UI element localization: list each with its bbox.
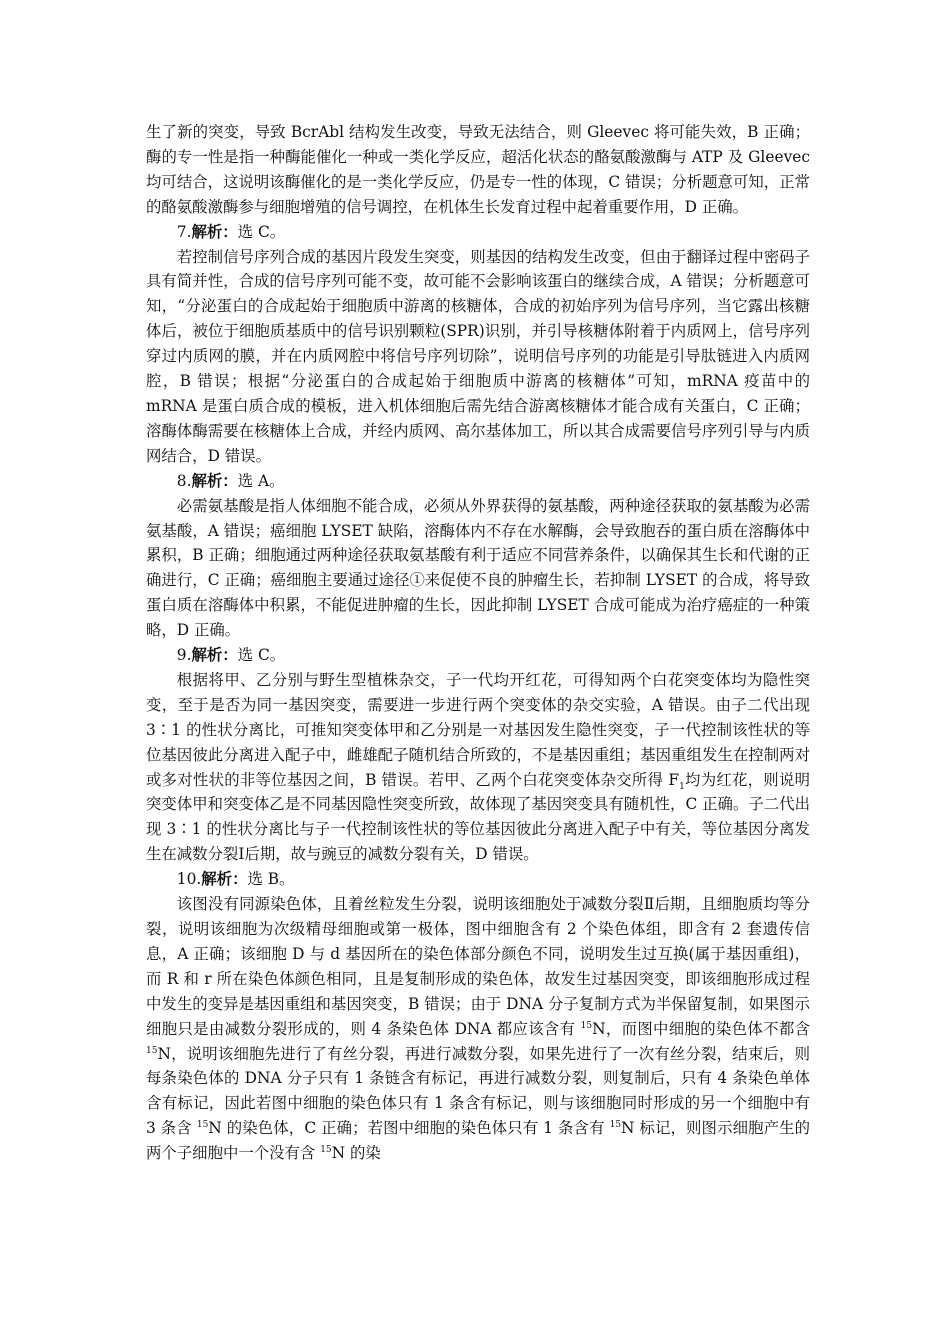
superscript-text: 15: [320, 1145, 332, 1156]
text-run: 必需氨基酸是指人体细胞不能合成，必须从外界获得的氨基酸，两种途径获取的氨基酸为必需氨基酸，A 错误；癌细胞 LYSET 缺陷，溶酶体内不存在水解酶，会导致胞吞的蛋白质在溶酶体中累积，B 正确；细胞通过两种途径获取氨基酸有利于适应不同营养条件，以确保其生长和代谢的正确进行，C 正确；癌细胞主要通过途径①来促使不良的肿瘤生长，若抑制 LYSET 的合成，将导致蛋白质在溶酶体中积累，不能促进肿瘤的生长，因此抑制 LYSET 合成可能成为治疗癌症的一种策略，D 正确。: [146, 496, 810, 640]
explanation-paragraph: [146, 892, 810, 1166]
text-run: N，说明该细胞先进行了有丝分裂，再进行减数分裂，如果先进行了一次有丝分裂，结束后，则每条染色体的 DNA 分子只有 1 条链含有标记，再进行减数分裂，则复制后，只有 4 条染色单体含有标记，因此若图中细胞的染色体只有 1 条含有标记，则与该细胞同时形成的另一个细胞中有 3 条含: [146, 1044, 810, 1138]
text-run: N 的染: [331, 1144, 381, 1163]
answer-choice: 选 A。: [237, 471, 285, 490]
question-heading: [146, 867, 810, 892]
question-number: 9.: [176, 646, 192, 665]
text-run: 均为红花，则说明突变体甲和突变体乙是不同基因隐性突变所致，故体现了基因突变具有随机性，C 正确。子二代出现 3∶1 的性状分离比与子一代控制该性状的等位基因彼此分离进入配子中有关，等位基因分离发生在减数分裂Ⅰ后期，故与豌豆的减数分裂有关，D 错误。: [146, 770, 810, 864]
analysis-label: 解析：: [191, 471, 238, 490]
subscript-text: 1: [679, 781, 685, 792]
analysis-label: 解析：: [201, 870, 248, 889]
text-run: 生了新的突变，导致 BcrAbl 结构发生改变，导致无法结合，则 Gleevec 将可能失效，B 正确；酶的专一性是指一种酶能催化一种或一类化学反应，超活化状态的酪氨酸激酶与 ATP 及 Gleevec 均可结合，这说明该酶催化的是一类化学反应，仍是专一性的体现，C 错误；分析题意可知，正常的酪氨酸激酶参与细胞增殖的信号调控，在机体生长发育过程中起着重要作用，D 正确。: [146, 123, 810, 216]
text-run: N 的染色体，C 正确；若图中细胞的染色体只有 1 条含有: [208, 1119, 610, 1138]
question-number: 8.: [176, 471, 192, 490]
explanation-paragraph: [146, 668, 810, 867]
text-run: N 标记，则图示细胞产生的两个子细胞中一个没有含: [146, 1119, 811, 1163]
text-run: 若控制信号序列合成的基因片段发生突变，则基因的结构发生改变，但由于翻译过程中密码子具有简并性，合成的信号序列可能不变，故可能不会影响该蛋白的继续合成，A 错误；分析题意可知，“分泌蛋白的合成起始于细胞质中游离的核糖体，合成的初始序列为信号序列，当它露出核糖体后，被位于细胞质基质中的信号识别颗粒(SPR)识别，并引导核糖体附着于内质网上，信号序列穿过内质网的膜，并在内质网腔中将信号序列切除”，说明信号序列的功能是引导肽链进入内质网腔，B 错误；根据“分泌蛋白的合成起始于细胞质中游离的核糖体”可知，mRNA 疫苗中的 mRNA 是蛋白质合成的模板，进入机体细胞后需先结合游离核糖体才能合成有关蛋白，C 正确；溶酶体酶需要在核糖体上合成，并经内质网、高尔基体加工，所以其合成需要信号序列引导与内质网结合，D 错误。: [146, 247, 810, 465]
continued-paragraph: [146, 120, 810, 220]
question-heading: [146, 220, 810, 245]
explanation-paragraph: [146, 494, 810, 643]
superscript-text: 15: [609, 1120, 622, 1131]
superscript-text: 15: [580, 1020, 593, 1031]
answer-choice: 选 B。: [247, 870, 295, 889]
analysis-label: 解析：: [191, 222, 238, 241]
question-heading: [146, 469, 810, 494]
question-number: 10.: [176, 870, 202, 889]
superscript-text: 15: [196, 1120, 209, 1131]
explanation-paragraph: [146, 245, 810, 469]
text-run: 根据将甲、乙分别与野生型植株杂交，子一代均开红花，可得知两个白花突变体均为隐性突变，至于是否为同一基因突变，需要进一步进行两个突变体的杂交实验，A 错误。由子二代出现 3∶1 的性状分离比，可推知突变体甲和乙分别是一对基因发生隐性突变，子一代控制该性状的等位基因彼此分离进入配子中，雌雄配子随机结合所致的，不是基因重组；基因重组发生在控制两对或多对性状的非等位基因之间，B 错误。若甲、乙两个白花突变体杂交所得 F: [146, 670, 810, 789]
answer-page: [146, 120, 810, 1166]
analysis-label: 解析：: [191, 646, 238, 665]
text-run: N，而图中细胞的染色体不都含: [592, 1019, 810, 1038]
text-run: 该图没有同源染色体，且着丝粒发生分裂，说明该细胞处于减数分裂Ⅱ后期，且细胞质均等分裂，说明该细胞为次级精母细胞或第一极体，图中细胞含有 2 个染色体组，即含有 2 套遗传信息，A 正确；该细胞 D 与 d 基因所在的染色体部分颜色不同，说明发生过互换(属于基因重组)，而 R 和 r 所在染色体颜色相同，且是复制形成的染色体，故发生过基因突变，即该细胞形成过程中发生的变异是基因重组和基因突变，B 错误；由于 DNA 分子复制方式为半保留复制，如果图示细胞只是由减数分裂形成的，则 4 条染色体 DNA 都应该含有: [146, 895, 810, 1038]
superscript-text: 15: [146, 1045, 158, 1056]
question-number: 7.: [176, 222, 192, 241]
answer-choice: 选 C。: [237, 646, 286, 665]
question-heading: [146, 643, 810, 668]
answer-choice: 选 C。: [237, 222, 286, 241]
